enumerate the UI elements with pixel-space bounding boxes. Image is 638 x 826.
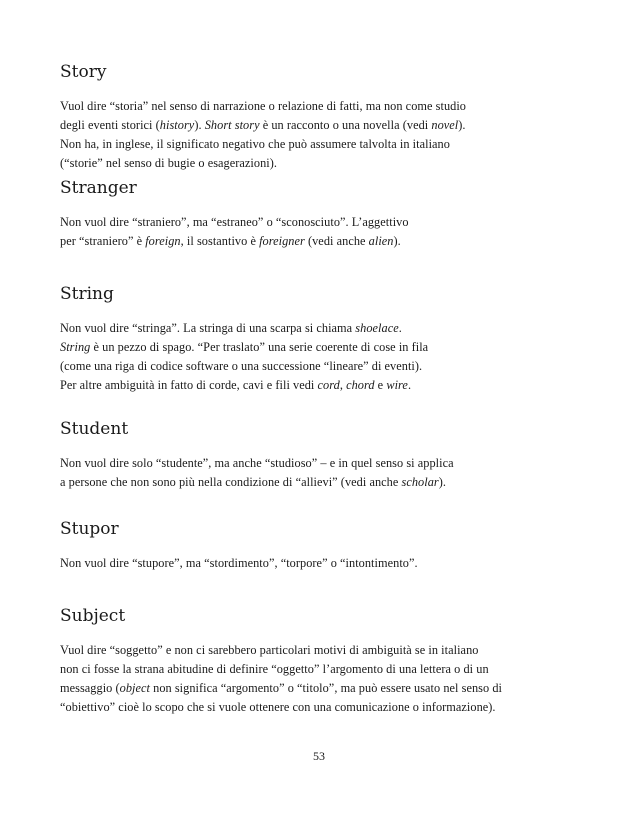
definition-line [60, 660, 580, 679]
definition-line [60, 473, 580, 492]
entry-term: Story [60, 62, 107, 82]
entry-definition [60, 554, 580, 573]
definition-line [60, 97, 580, 116]
definition-line [60, 554, 580, 573]
text-segment: Non vuol dire solo “studente”, ma anche “studioso” – e in quel senso si applica [60, 456, 454, 470]
definition-line [60, 376, 580, 395]
definition-line [60, 679, 580, 698]
italic-term: novel [431, 118, 459, 132]
text-segment: Non ha, in inglese, il significato negativo che può assumere talvolta in italiano [60, 137, 450, 151]
italic-term: shoelace [355, 321, 399, 335]
italic-term: wire [386, 378, 408, 392]
definition-line [60, 454, 580, 473]
text-segment: (“storie” nel senso di bugie o esagerazioni). [60, 156, 278, 170]
text-segment: ). [458, 118, 466, 132]
entry-term: Stupor [60, 519, 119, 539]
entry-definition [60, 641, 580, 717]
entry-term: Student [60, 419, 129, 439]
text-segment: messaggio ( [60, 681, 120, 695]
text-segment: Non vuol dire “straniero”, ma “estraneo” o “sconosciuto”. L’aggettivo [60, 215, 409, 229]
italic-term: foreigner [259, 234, 305, 248]
text-segment: per “straniero” è [60, 234, 146, 248]
italic-term: String [60, 340, 91, 354]
text-segment: a persone che non sono più nella condizione di “allievi” (vedi anche [60, 475, 402, 489]
text-segment: è un racconto o una novella (vedi [259, 118, 432, 132]
text-segment: Per altre ambiguità in fatto di corde, cavi e fili vedi [60, 378, 318, 392]
text-segment: non significa “argomento” o “titolo”, ma può essere usato nel senso di [150, 681, 502, 695]
definition-line [60, 116, 580, 135]
entry-term: Stranger [60, 178, 137, 198]
italic-term: Short story [204, 118, 260, 132]
text-segment: . [407, 378, 412, 392]
text-segment: degli eventi storici ( [60, 118, 160, 132]
text-segment: Non vuol dire “stupore”, ma “stordimento”, “torpore” o “intontimento”. [60, 556, 418, 570]
entry-student [60, 419, 580, 492]
definition-line [60, 357, 580, 376]
italic-term: scholar [401, 475, 439, 489]
definition-line [60, 641, 580, 660]
entry-string [60, 284, 580, 395]
text-segment: , il sostantivo è [180, 234, 260, 248]
entry-subject [60, 606, 580, 717]
text-segment: ). [438, 475, 447, 489]
text-segment: non ci fosse la strana abitudine di definire “oggetto” l’argomento di una lettera o di un [60, 662, 489, 676]
entry-definition [60, 97, 580, 173]
italic-term: history [159, 118, 195, 132]
italic-term: object [119, 681, 150, 695]
definition-line [60, 338, 580, 357]
definition-line [60, 154, 580, 173]
definition-line [60, 135, 580, 154]
italic-term: chord [346, 378, 375, 392]
italic-term: alien [368, 234, 394, 248]
text-segment: “obiettivo” cioè lo scopo che si vuole ottenere con una comunicazione o informazione). [60, 700, 496, 714]
entry-definition [60, 213, 580, 251]
text-segment: Vuol dire “storia” nel senso di narrazione o relazione di fatti, ma non come studio [60, 99, 467, 113]
entry-term: String [60, 284, 114, 304]
definition-line [60, 213, 580, 232]
text-segment: (vedi anche [304, 234, 369, 248]
text-segment: , [339, 378, 347, 392]
definition-line [60, 232, 580, 251]
entry-stupor [60, 519, 580, 573]
entry-definition [60, 319, 580, 395]
entry-story [60, 62, 580, 173]
text-segment: . [398, 321, 402, 335]
italic-term: cord [317, 378, 340, 392]
text-segment: Vuol dire “soggetto” e non ci sarebbero particolari motivi di ambiguità se in italiano [60, 643, 479, 657]
entry-term: Subject [60, 606, 126, 626]
text-segment: ). [194, 118, 205, 132]
italic-term: foreign [145, 234, 181, 248]
text-segment: è un pezzo di spago. “Per traslato” una serie coerente di cose in fila [90, 340, 429, 354]
text-segment: Non vuol dire “stringa”. La stringa di una scarpa si chiama [60, 321, 356, 335]
entry-stranger [60, 178, 580, 251]
entry-definition [60, 454, 580, 492]
text-segment: e [374, 378, 387, 392]
page-number: 53 [313, 749, 325, 763]
text-segment: (come una riga di codice software o una successione “lineare” di eventi). [60, 359, 423, 373]
text-segment: ). [393, 234, 401, 248]
definition-line [60, 319, 580, 338]
definition-line [60, 698, 580, 717]
